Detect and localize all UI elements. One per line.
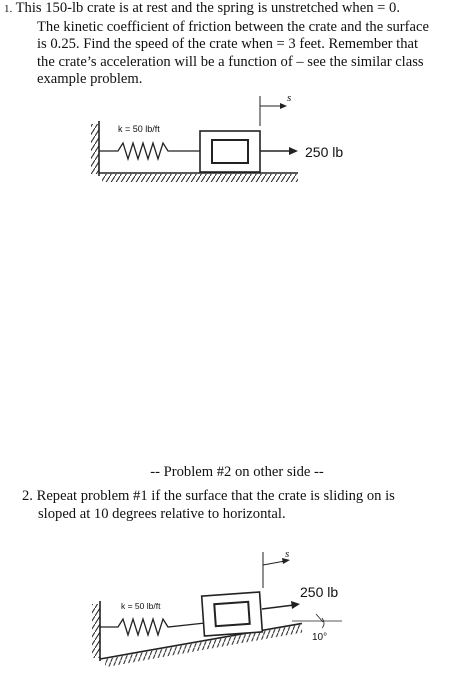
page-divider-note: -- Problem #2 on other side -- xyxy=(150,464,324,480)
problem-1-line-4: the crate’s acceleration will be a function of – see the similar class xyxy=(37,53,424,70)
inclined-surface xyxy=(100,623,303,667)
crate-2 xyxy=(202,592,263,636)
problem-2-line-1: 2. Repeat problem #1 if the surface that the crate is sliding on is xyxy=(22,488,395,504)
applied-force-label: 250 lb xyxy=(305,144,344,160)
angle-label: 10° xyxy=(312,632,328,643)
spring-2 xyxy=(100,619,205,635)
applied-force-label-2: 250 lb xyxy=(300,584,339,600)
position-s-label: s xyxy=(287,92,292,104)
position-s-label-2: s xyxy=(285,548,290,560)
spring-constant-label-2: k = 50 lb/ft xyxy=(121,601,161,611)
applied-force-arrow-2 xyxy=(262,601,300,609)
problem-1-line-5: example problem. xyxy=(37,71,143,88)
spring-constant-label: k = 50 lb/ft xyxy=(118,124,160,134)
problem-1-line-3: is 0.25. Find the speed of the crate when = 3 feet. Remember that xyxy=(37,36,419,53)
problem-1-line-2: The kinetic coefficient of friction between the crate and the surface xyxy=(37,18,429,35)
wall-2 xyxy=(92,601,100,661)
problem-1-line-1: 1. This 150-lb crate is at rest and the spring is unstretched when = 0. xyxy=(4,0,400,16)
problem-2-line-2: sloped at 10 degrees relative to horizontal. xyxy=(38,505,286,522)
problem-1-number: 1. xyxy=(4,3,13,15)
